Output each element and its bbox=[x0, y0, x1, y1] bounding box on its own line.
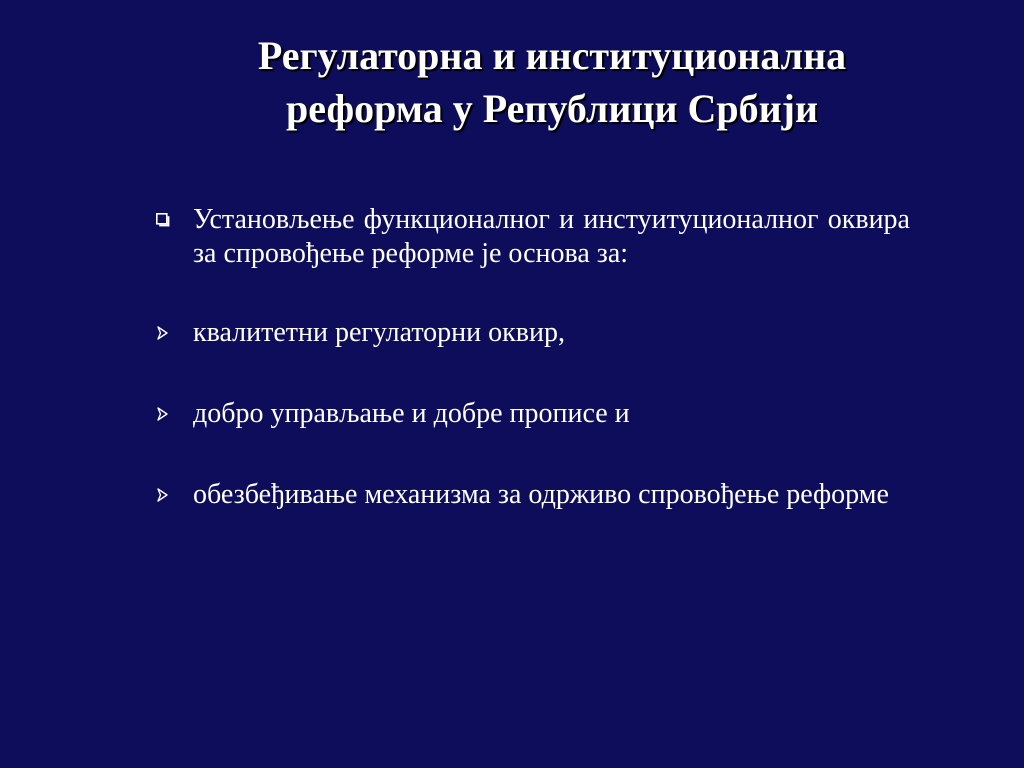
arrowhead-bullet-icon bbox=[156, 478, 180, 512]
intro-text: Установљење функционалног и инстуитуционалног оквира за спровођење реформе је основа за: bbox=[193, 204, 910, 269]
arrowhead-bullet-icon bbox=[156, 316, 180, 350]
slide-title-line-1: Регулаторна и институционална bbox=[257, 33, 847, 78]
sub-bullet-item-1 bbox=[152, 316, 910, 350]
hollow-square-bullet-icon bbox=[156, 203, 180, 237]
arrowhead-bullet-icon bbox=[156, 397, 180, 431]
slide-body bbox=[152, 203, 910, 559]
slide-title bbox=[120, 29, 984, 135]
sub-bullet-text-1: квалитетни регулаторни оквир, bbox=[193, 317, 565, 348]
intro-bullet-item bbox=[152, 203, 910, 271]
sub-bullet-item-3 bbox=[152, 478, 910, 512]
sub-bullet-item-2 bbox=[152, 397, 910, 431]
sub-bullet-text-2: добро управљање и добре прописе и bbox=[193, 398, 630, 429]
slide-title-line-2: реформа у Републици Србији bbox=[285, 86, 819, 131]
sub-bullet-text-3: обезбеђивање механизма за одрживо спровођење реформе bbox=[193, 479, 889, 510]
